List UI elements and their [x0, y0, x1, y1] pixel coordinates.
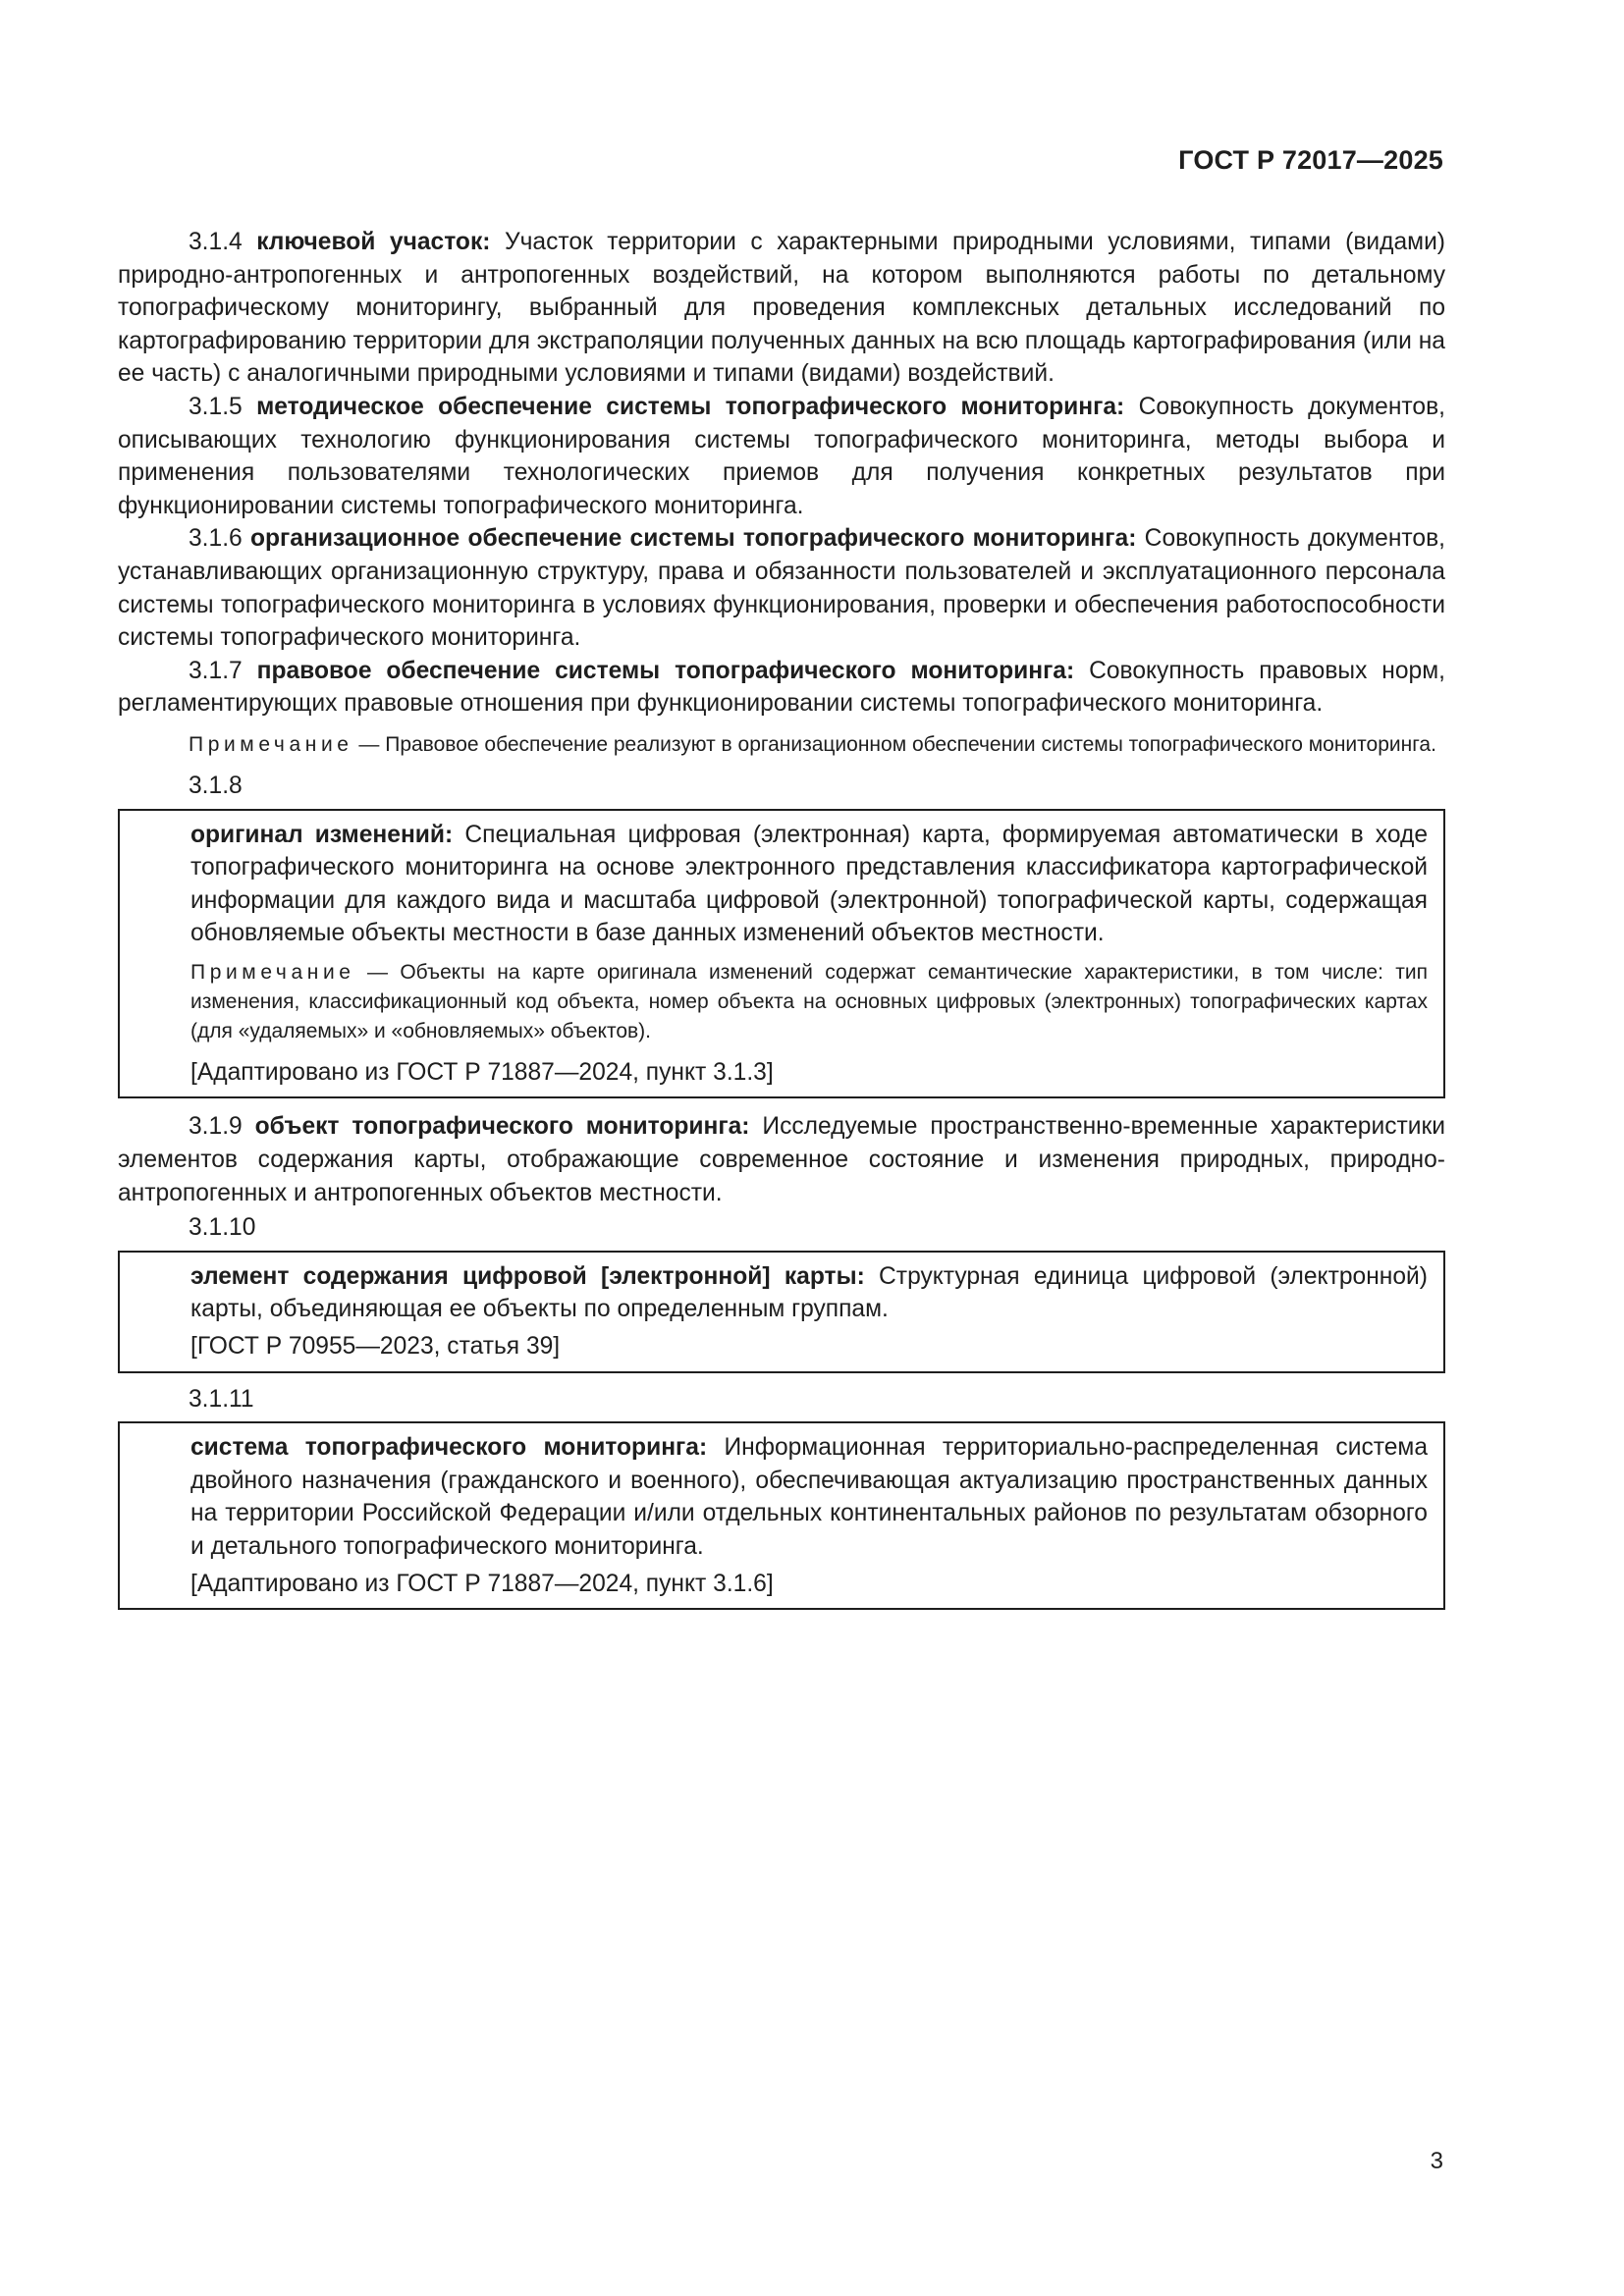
definition-term: правовое обеспечение системы топографического мониторинга:: [256, 657, 1075, 684]
definition-text: Участок территории с характерными природными условиями, типами (видами) природно-антропогенных и антропогенных воздействий, на котором выполняются работы по детальному топографическому мониторингу, выбранный для проведения комплексных детальных исследований по картографированию территории для экстраполяции полученных данных на всю площадь картографирования (или на ее часть) с аналогичными природными условиями и типами (видами) воздействий.: [118, 229, 1445, 388]
note-text: Объекты на карте оригинала изменений содержат семантические характеристики, в том числе: тип изменения, классификационный код объекта, номер объекта на основных цифровых (электронных) топографических картах (для «удаляемых» и «обновляемых» объектов).: [190, 960, 1429, 1042]
definition-number: 3.1.7: [189, 657, 243, 684]
definition-term: организационное обеспечение системы топографического мониторинга:: [250, 525, 1137, 553]
boxed-definition-body: [190, 1431, 1428, 1563]
definition-3-1-5: [118, 391, 1445, 522]
definition-term: объект топографического мониторинга:: [254, 1113, 750, 1141]
definition-3-1-7: [118, 655, 1445, 721]
definition-term: элемент содержания цифровой [электронной] карты:: [190, 1262, 865, 1290]
page-number: 3: [1430, 2148, 1443, 2174]
definition-text: Структурная единица цифровой (электронной) карты, объединяющая ее объекты по определенным группам.: [190, 1262, 1428, 1323]
note-label: Примечание: [189, 732, 353, 756]
definition-3-1-6: [118, 522, 1445, 654]
definition-number-3-1-10: 3.1.10: [189, 1214, 256, 1242]
definition-text: Исследуемые пространственно-временные характеристики элементов содержания карты, отображающие современное состояние и изменения природных, природно-антропогенных и антропогенных объектов местности.: [118, 1113, 1446, 1206]
definition-term: оригинал изменений:: [190, 821, 454, 848]
definition-term: система топографического мониторинга:: [190, 1434, 708, 1462]
boxed-definition-body: [190, 819, 1428, 950]
boxed-definition-3-1-8: [118, 809, 1445, 1099]
definition-text: Совокупность документов, описывающих технологию функционирования системы топографического мониторинга, методы выбора и применения пользователями технологических приемов для получения конкретных результатов при функционировании системы топографического мониторинга.: [118, 393, 1445, 519]
boxed-note: [190, 958, 1428, 1046]
definition-number: 3.1.5: [189, 393, 243, 420]
note-label: Примечание: [190, 960, 355, 984]
note-3-1-7: [118, 730, 1445, 760]
definition-number: 3.1.6: [189, 525, 243, 553]
document-header: ГОСТ Р 72017—2025: [1178, 145, 1443, 175]
definition-number-3-1-8: 3.1.8: [189, 772, 243, 799]
definition-term: ключевой участок:: [256, 229, 491, 255]
source-reference: [Адаптировано из ГОСТ Р 71887—2024, пункт 3.1.6]: [190, 1570, 774, 1597]
definition-number: 3.1.9: [189, 1113, 243, 1141]
note-dash: —: [354, 960, 401, 984]
note-text: Правовое обеспечение реализуют в организационном обеспечении системы топографического мониторинга.: [385, 732, 1436, 756]
definition-text: Информационная территориально-распределенная система двойного назначения (гражданского и военного), обеспечивающая актуализацию пространственных данных на территории Российской Федерации и/или отдельных континентальных районов по результатам обзорного и детального топографического мониторинга.: [190, 1434, 1429, 1560]
source-reference: [Адаптировано из ГОСТ Р 71887—2024, пункт 3.1.3]: [190, 1058, 774, 1086]
boxed-definition-3-1-10: [118, 1251, 1445, 1373]
definition-term: методическое обеспечение системы топографического мониторинга:: [256, 393, 1125, 420]
definition-text: Совокупность документов, устанавливающих организационную структуру, права и обязанности пользователей и эксплуатационного персонала системы топографического мониторинга в условиях функционирования, проверки и обеспечения работоспособности системы топографического мониторинга.: [118, 525, 1445, 652]
definition-number: 3.1.4: [189, 229, 243, 255]
boxed-definition-body: [190, 1260, 1428, 1326]
note-dash: —: [352, 732, 386, 756]
source-reference: [ГОСТ Р 70955—2023, статья 39]: [190, 1333, 561, 1361]
document-body: [118, 226, 1445, 1610]
definition-3-1-9: [118, 1110, 1445, 1209]
boxed-definition-3-1-11: [118, 1421, 1445, 1610]
definition-3-1-4: [118, 226, 1445, 391]
definition-text: Совокупность правовых норм, регламентирующих правовые отношения при функционировании системы топографического мониторинга.: [118, 657, 1445, 718]
definition-number-3-1-11: 3.1.11: [189, 1385, 254, 1413]
definition-text: Специальная цифровая (электронная) карта, формируемая автоматически в ходе топографического мониторинга на основе электронного представления классификатора картографической информации для каждого вида и масштаба цифровой (электронной) топографической карты, содержащая обновляемые объекты местности в базе данных изменений объектов местности.: [190, 821, 1428, 947]
